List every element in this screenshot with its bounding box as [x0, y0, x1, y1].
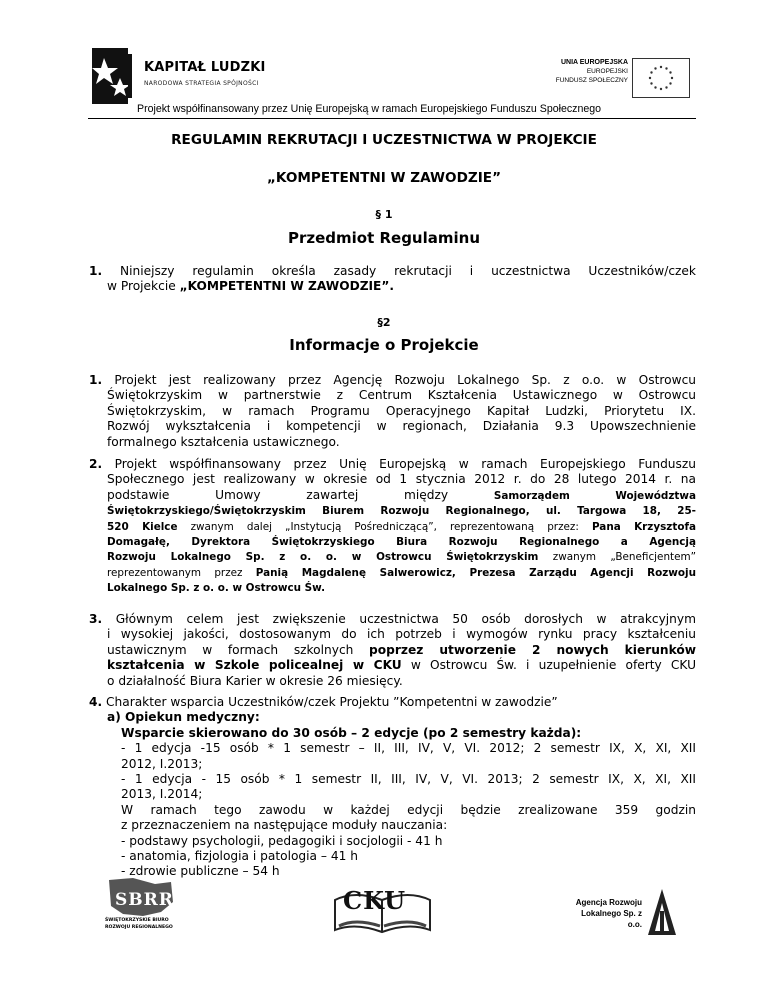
section-2-item-1	[89, 373, 696, 450]
text-line: - podstawy psychologii, pedagogiki i socjologii - 41 h	[121, 833, 443, 848]
eu-logo	[540, 58, 690, 98]
text-line: Pana Krzysztofa	[591, 520, 696, 533]
project-name: „KOMPETENTNI W ZAWODZIE”	[266, 170, 502, 186]
eu-text	[556, 58, 628, 85]
text-line: Świętokrzyskiego/Świętokrzyskim Biurem Rozwoju Regionalnego, ul. Targowa 18, 25-	[107, 505, 696, 518]
arl-line1: Agencja Rozwoju	[575, 898, 642, 907]
section-1-item-1	[89, 264, 696, 295]
cku-text: CKU	[343, 886, 407, 915]
text-line: z przeznaczeniem na następujące moduły nauczania:	[121, 818, 448, 833]
sub-item-title: Opiekun medyczny:	[125, 710, 260, 725]
item-number: 1.	[89, 264, 103, 278]
text-line: ustawicznym w formach szkolnych	[107, 642, 370, 657]
item-number: 3.	[89, 612, 103, 626]
document-title: REGULAMIN REKRUTACJI I UCZESTNICTWA W PROJEKCIE	[171, 132, 597, 148]
section-1-number: § 1	[375, 208, 393, 221]
kl-title: KAPITAŁ LUDZKI	[144, 60, 266, 75]
text-line: Projekt jest realizowany przez Agencję Rozwoju Lokalnego Sp. z o.o. w Ostrowcu	[114, 373, 696, 387]
section-2-heading: Informacje o Projekcie	[289, 336, 479, 354]
cku-logo	[325, 880, 440, 935]
text-line: Głównym celem jest zwiększenie uczestnictwa 50 osób dorosłych w atrakcyjnym	[115, 612, 696, 626]
text-line: Panią Magdalenę Salwerowicz, Prezesa Zarządu Agencji Rozwoju	[255, 566, 696, 579]
text-line: 520 Kielce	[107, 520, 178, 533]
text-line: - anatomia, fizjologia i patologia – 41 h	[121, 849, 358, 864]
text-line: zwanym „Beneficjentem”	[538, 551, 697, 564]
text-line: - zdrowie publiczne – 54 h	[121, 864, 280, 879]
text-line: Wsparcie skierowano do 30 osób – 2 edycje (po 2 semestry każda):	[121, 725, 582, 740]
text-line: reprezentowanym przez	[107, 566, 256, 579]
text-line: 2012, I.2013;	[121, 756, 203, 771]
sbrr-text: SBRR	[115, 890, 174, 910]
item-number: 2.	[89, 457, 103, 471]
text-line: Społecznego jest realizowany w okresie od 1 stycznia 2012 r. do 28 lutego 2014 r. na	[107, 472, 696, 487]
text-line: w Projekcie	[107, 279, 180, 294]
text-line: 2013, I.2014;	[121, 787, 203, 802]
text-line: Świętokrzyskim w partnerstwie z Centrum Kształcenia Ustawicznego w Ostrowcu	[107, 388, 696, 403]
sbrr-logo	[103, 876, 178, 934]
text-line: formalnego kształcenia ustawicznego.	[107, 434, 340, 449]
section-2-item-3	[89, 612, 696, 689]
project-name-inline: „KOMPETENTNI W ZAWODZIE”.	[179, 279, 395, 294]
sbrr-sub2: ROZWOJU REGIONALNEGO	[105, 925, 173, 930]
section-2-item-4	[89, 695, 696, 880]
item-number: 4.	[89, 695, 103, 709]
text-line: podstawie Umowy zawartej między	[107, 487, 494, 502]
text-line: Lokalnego Sp. z o. o. w Ostrowcu Św.	[107, 582, 326, 595]
text-line: o działalność Biura Karier w okresie 26 miesięcy.	[107, 673, 403, 688]
text-line: Projekt współfinansowany przez Unię Europejską w ramach Europejskiego Funduszu	[114, 457, 696, 471]
text-line: w Ostrowcu Św. i uzupełnienie oferty CKU	[401, 658, 696, 673]
text-line: poprzez utworzenie 2 nowych kierunków	[369, 642, 696, 657]
text-line: Świętokrzyskim, w ramach Programu Operacyjnego Kapitał Ludzki, Priorytetu IX.	[107, 403, 696, 418]
text-line: zwanym dalej „Instytucją Pośredniczącą”, reprezentowaną przez:	[177, 520, 592, 533]
eu-line1: UNIA EUROPEJSKA	[560, 59, 628, 66]
text-line: - 1 edycja -15 osób * 1 semestr – II, III, IV, V, VI. 2012; 2 semestr IX, X, XI, XII	[121, 741, 696, 756]
arl-logo	[566, 887, 678, 937]
kl-subtitle: NARODOWA STRATEGIA SPÓJNOŚCI	[144, 80, 259, 87]
text-line: W ramach tego zawodu w każdej edycji będzie zrealizowane 359 godzin	[121, 802, 696, 817]
text-line: Rozwoju Lokalnego Sp. z o. o. w Ostrowcu Świętokrzyskim	[107, 551, 539, 564]
kapital-ludzki-logo	[90, 48, 266, 106]
text-line: Niniejszy regulamin określa zasady rekrutacji i uczestnictwa Uczestników/czek	[120, 264, 696, 278]
arl-line2: Lokalnego Sp. z o.o.	[581, 909, 642, 929]
arl-text	[566, 897, 642, 930]
text-line: Samorządem Województwa	[493, 489, 696, 502]
text-line: kształcenia w Szkole policealnej w CKU	[107, 658, 402, 673]
text-line: Domagałę, Dyrektora Świętokrzyskiego Biura Rozwoju Regionalnego a Agencją	[107, 536, 696, 549]
eu-line3: FUNDUSZ SPOŁECZNY	[555, 77, 628, 84]
eu-flag-icon	[632, 58, 690, 98]
section-1-heading: Przedmiot Regulaminu	[287, 229, 481, 247]
section-2-number: §2	[377, 316, 391, 329]
sbrr-sub1: ŚWIĘTOKRZYSKIE BIURO	[105, 918, 169, 923]
item-number: 1.	[89, 373, 103, 387]
text-line: i wysokiej jakości, dostosowanym do ich potrzeb i wymogów rynku pracy kształceniu	[107, 627, 696, 642]
section-2-item-2	[89, 457, 696, 597]
sub-item-label: a)	[107, 710, 121, 725]
eu-line2: EUROPEJSKI	[586, 68, 628, 75]
arl-triangle-icon	[646, 887, 678, 937]
kapital-ludzki-mark-icon	[90, 48, 138, 104]
cofinancing-note: Projekt współfinansowany przez Unię Europejską w ramach Europejskiego Funduszu Społecznego	[137, 103, 602, 115]
text-line: Rozwój wykształcenia i kompetencji w regionach, Działania 9.3 Upowszechnienie	[107, 419, 696, 434]
text-line: - 1 edycja - 15 osób * 1 semestr II, III, IV, V, VI. 2013; 2 semestr IX, X, XI, XII	[121, 772, 696, 787]
header-divider	[88, 118, 696, 119]
text-line: Charakter wsparcia Uczestników/czek Projektu ”Kompetentni w zawodzie”	[106, 695, 558, 709]
